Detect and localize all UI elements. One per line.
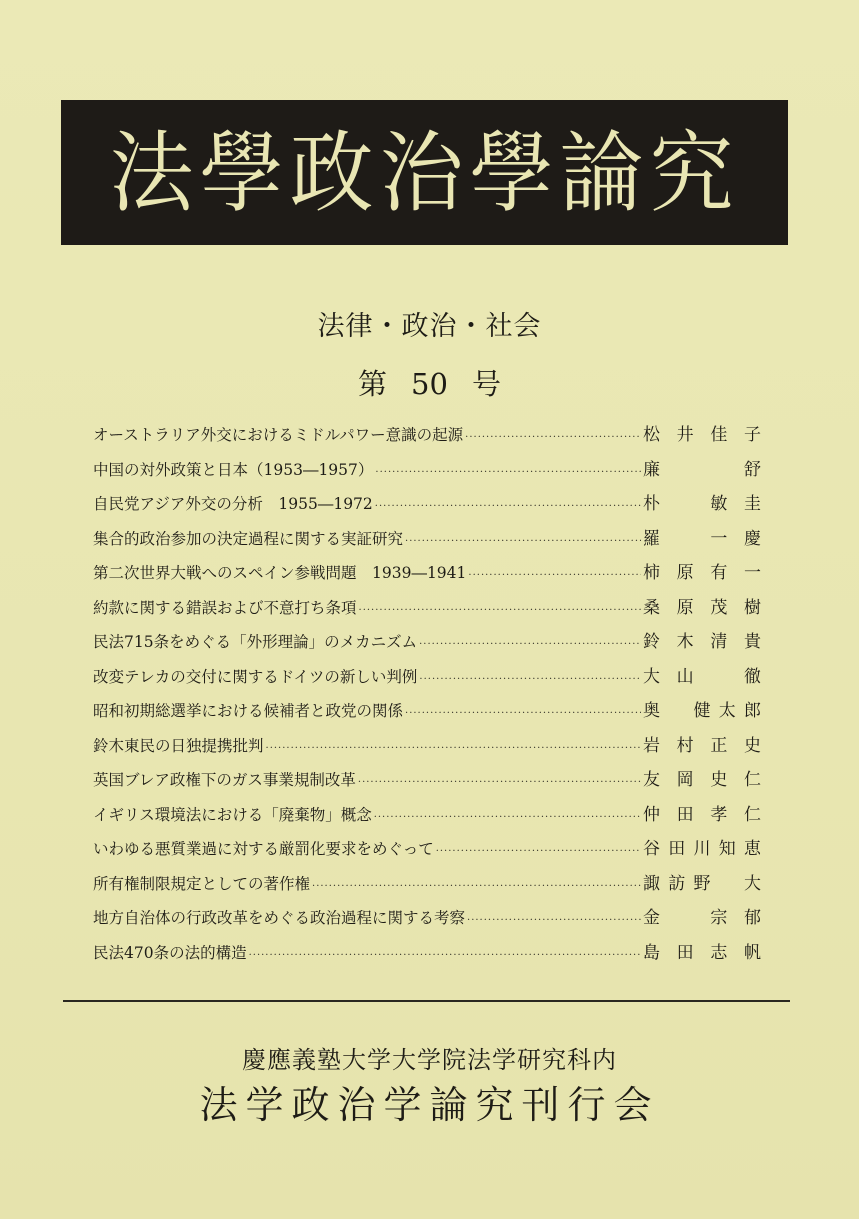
toc-entry: [93, 832, 761, 867]
toc-entry: [93, 487, 761, 522]
toc-entry: [93, 660, 761, 695]
divider-line: [63, 1000, 790, 1002]
toc-leader-dots: [419, 663, 641, 698]
issue-value: 50: [411, 367, 448, 401]
issue-suffix: 号: [471, 367, 501, 401]
toc-entry: [93, 763, 761, 798]
table-of-contents: [93, 418, 761, 970]
toc-entry-author: 金 宗郁: [643, 908, 761, 928]
toc-leader-dots: [359, 594, 641, 629]
toc-entry-author: 島田志帆: [643, 942, 761, 963]
toc-entry-title: いわゆる悪質業過に対する厳罰化要求をめぐって: [93, 840, 434, 858]
toc-leader-dots: [467, 904, 641, 939]
toc-entry: [93, 694, 761, 729]
toc-entry: [93, 418, 761, 453]
toc-leader-dots: [358, 766, 641, 801]
toc-entry: [93, 936, 761, 971]
toc-entry-author: 柿原有一: [643, 563, 761, 583]
title-band: [61, 100, 788, 245]
toc-entry: [93, 867, 761, 902]
toc-entry: [93, 729, 761, 764]
toc-entry-author: 羅 一慶: [643, 528, 761, 549]
toc-leader-dots: [312, 870, 641, 905]
toc-entry-author: 鈴木清貴: [643, 632, 761, 652]
toc-entry-title: 約款に関する錯誤および不意打ち条項: [93, 598, 357, 617]
toc-entry-title: オーストラリア外交におけるミドルパワー意識の起源: [93, 426, 464, 444]
toc-entry-author: 廉 舒: [643, 459, 761, 480]
toc-entry: [93, 798, 761, 833]
toc-entry-title: 集合的政治参加の決定過程に関する実証研究: [93, 529, 404, 548]
toc-entry-title: 改変テレカの交付に関するドイツの新しい判例: [93, 667, 418, 686]
toc-entry-author: 大山 徹: [643, 666, 761, 687]
toc-leader-dots: [266, 732, 641, 767]
toc-leader-dots: [375, 456, 641, 491]
toc-entry: [93, 625, 761, 660]
issue-prefix: 第: [358, 367, 388, 401]
toc-entry-title: 自民党アジア外交の分析 1955―1972: [93, 495, 373, 513]
toc-entry: [93, 522, 761, 557]
toc-entry: [93, 453, 761, 488]
toc-leader-dots: [249, 939, 641, 974]
toc-entry-title: イギリス環境法における「廃棄物」概念: [93, 805, 372, 824]
toc-entry-author: 岩村正史: [643, 735, 761, 756]
toc-entry: [93, 556, 761, 591]
toc-entry-title: 昭和初期総選挙における候補者と政党の関係: [93, 702, 404, 720]
journal-subtitle: 法律・政治・社会: [317, 311, 542, 342]
toc-entry-author: 仲田孝仁: [643, 804, 761, 825]
toc-entry-title: 中国の対外政策と日本（1953―1957）: [93, 460, 374, 479]
toc-entry-author: 松井佳子: [643, 425, 761, 445]
toc-entry-title: 第二次世界大戦へのスペイン参戦問題 1939―1941: [93, 564, 467, 582]
toc-entry-title: 民法715条をめぐる「外形理論」のメカニズム: [93, 633, 418, 651]
issue-number: [0, 362, 859, 403]
toc-leader-dots: [465, 421, 641, 456]
toc-leader-dots: [405, 525, 641, 560]
toc-leader-dots: [468, 559, 641, 594]
publisher-name: 法学政治学論究刊行会: [199, 1083, 660, 1127]
toc-entry: [93, 591, 761, 626]
toc-entry-title: 民法470条の法的構造: [93, 943, 247, 962]
toc-entry-author: 谷田川知恵: [643, 839, 761, 859]
toc-leader-dots: [405, 697, 641, 732]
toc-leader-dots: [419, 628, 641, 663]
toc-leader-dots: [436, 835, 641, 870]
publisher-organization: 慶應義塾大学大学院法学研究科内: [242, 1046, 617, 1074]
toc-entry-title: 地方自治体の行政改革をめぐる政治過程に関する考察: [93, 909, 466, 927]
toc-entry-title: 鈴木東民の日独提携批判: [93, 736, 264, 755]
toc-entry-title: 所有権制限規定としての著作権: [93, 874, 311, 893]
toc-leader-dots: [374, 801, 641, 836]
toc-entry: [93, 901, 761, 936]
toc-leader-dots: [375, 490, 641, 525]
toc-entry-author: 友岡史仁: [643, 770, 761, 790]
toc-entry-author: 諏訪野 大: [643, 873, 761, 894]
toc-entry-author: 朴 敏圭: [643, 494, 761, 514]
toc-entry-author: 奥 健太郎: [643, 701, 761, 721]
journal-title: 法學政治學論究: [109, 121, 740, 224]
toc-entry-author: 桑原茂樹: [643, 597, 761, 618]
toc-entry-title: 英国ブレア政権下のガス事業規制改革: [93, 771, 356, 789]
